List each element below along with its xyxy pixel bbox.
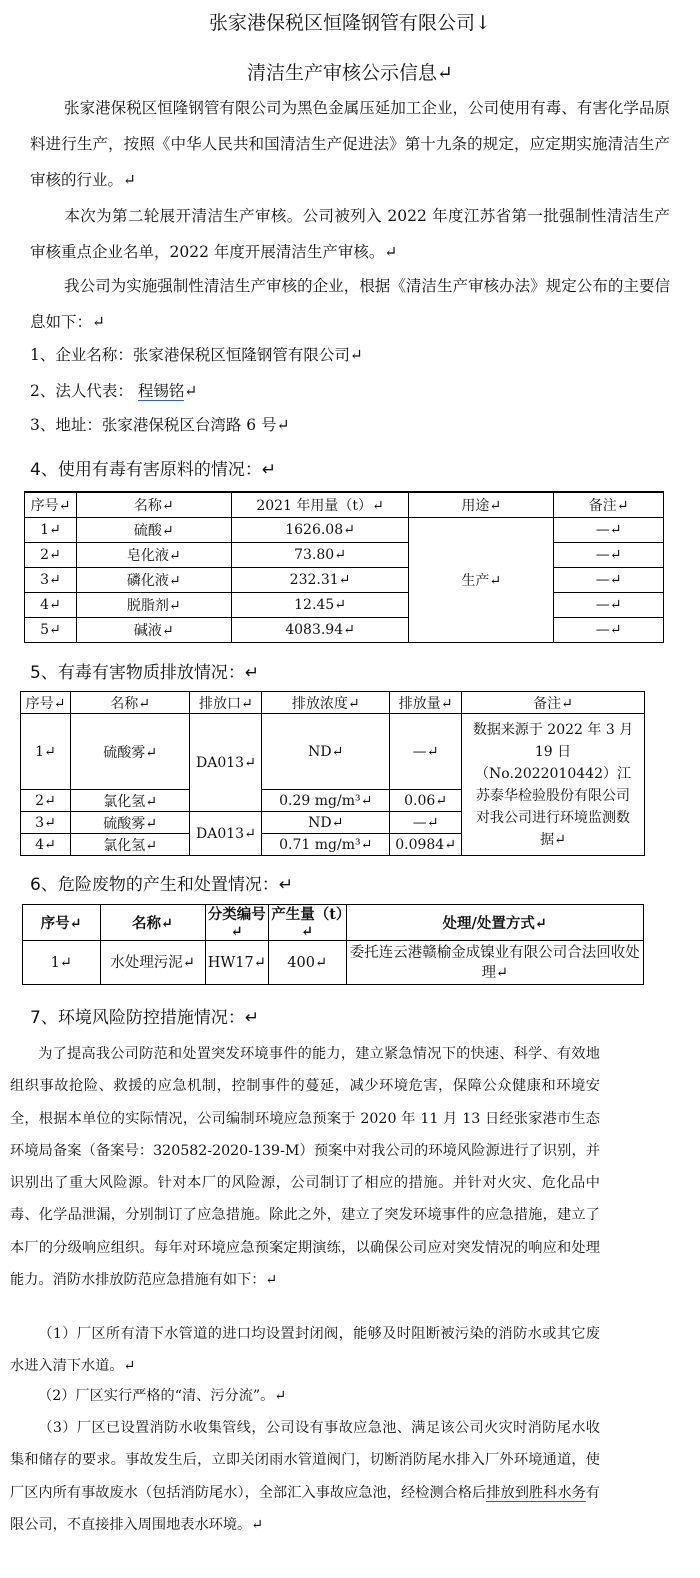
emissions-table (20, 691, 645, 856)
cell-concentration: ND↵ (262, 714, 390, 790)
table-row (21, 714, 645, 790)
legal-representative-line: 2、法人代表： 程锡铭↵ (30, 382, 198, 400)
cell-name: 皂化液↵ (76, 542, 231, 567)
cell-name: 磷化液↵ (76, 567, 231, 592)
cell-note: —↵ (554, 542, 664, 567)
col-header-method: 处理/处置方式↵ (346, 905, 643, 941)
col-header-no: 序号↵ (25, 492, 77, 517)
cell-name: 硫酸↵ (76, 517, 231, 542)
cell-no: 4↵ (25, 592, 77, 617)
cell-amount: 0.06↵ (390, 790, 462, 812)
cell-name: 氯化氢↵ (70, 790, 190, 812)
col-header-no: 序号↵ (21, 692, 71, 714)
cell-amount: —↵ (390, 714, 462, 790)
cell-outlet: DA013↵ (190, 812, 262, 856)
hazardous-waste-table (22, 904, 644, 985)
cell-amount: 1626.08↵ (231, 517, 409, 542)
intro-paragraph-2: 本次为第二轮展开清洁生产审核。公司被列入 2022 年度江苏省第一批强制性清洁生产审核重点企业名单，2022 年度开展清洁生产审核。↵ (30, 207, 670, 261)
cell-amount: 232.31↵ (231, 567, 409, 592)
section4-heading: 4、使用有毒有害原料的情况：↵ (30, 460, 277, 480)
section7-heading: 7、环境风险防控措施情况：↵ (30, 1008, 260, 1028)
company-title: 张家港保税区恒隆钢管有限公司↓ (209, 12, 491, 34)
cell-amount: 12.45↵ (231, 592, 409, 617)
raw-materials-table (24, 491, 664, 643)
cell-amount: 4083.94↵ (231, 617, 409, 642)
col-header-usage: 用途↵ (409, 492, 554, 517)
cell-name: 氯化氢↵ (70, 834, 190, 856)
section7-paragraph-2: （1）厂区所有清下水管道的进口均设置封闭阀，能够及时阻断被污染的消防水或其它废水进入清下水道。↵ (10, 1326, 600, 1375)
section7-paragraph-4: （3）厂区已设置消防水收集管线，公司设有事故应急池、满足该公司火灾时消防尾水收集和储存的要求。事故发生后，立即关闭雨水管道阀门，切断消防尾水排入厂外环境通道，使厂区内所有事故废水（包括消防尾水），全部汇入事故应急池，经检测合格后排放到胜科水务有限公司，不直接排入周围地表水环境。↵ (10, 1420, 600, 1533)
section7-paragraph-1: 为了提高我公司防范和处置突发环境事件的能力，建立紧急情况下的快速、科学、有效地组织事故抢险、救援的应急机制，控制事件的蔓延，减少环境危害，保障公众健康和环境安全，根据本单位的实际情况，公司编制环境应急预案于 2020 年 11 月 13 日经张家港市生态环境局备案（备案号：320582-2020-139-M）预案中对我公司的环境风险源进行了识别，并识别出了重大风险源。针对本厂的风险源，公司制订了相应的措施。并针对火灾、危化品中毒、化学品泄漏，分别制订了应急措施。除此之外，建立了突发环境事件的应急措施，建立了本厂的分级响应组织。每年对环境应急预案定期演练，以确保公司应对突发情况的响应和处理能力。消防水排放防范应急措施有如下：↵ (10, 1046, 600, 1289)
cell-no: 3↵ (25, 567, 77, 592)
cell-amount: 0.0984↵ (390, 834, 462, 856)
cell-concentration: 0.71 mg/m³↵ (262, 834, 390, 856)
document-title: 清洁生产审核公示信息↵ (247, 62, 453, 84)
cell-note: —↵ (554, 617, 664, 642)
cell-outlet: DA013↵ (190, 714, 262, 812)
cell-amount: 73.80↵ (231, 542, 409, 567)
table-row (25, 542, 664, 567)
table-row (23, 941, 644, 985)
section6-heading: 6、危险废物的产生和处置情况：↵ (30, 875, 294, 895)
col-header-amount: 产生量（t）↵ (268, 905, 346, 941)
cell-concentration: 0.29 mg/m³↵ (262, 790, 390, 812)
cell-note: —↵ (554, 517, 664, 542)
cell-no: 3↵ (21, 812, 71, 834)
wastewater-company-link: 排放到胜科水务 (486, 1484, 586, 1501)
cell-no: 4↵ (21, 834, 71, 856)
section7-paragraph-3: （2）厂区实行严格的“清、污分流”。↵ (38, 1388, 287, 1404)
col-header-name: 名称↵ (70, 692, 190, 714)
col-header-note: 备注↵ (554, 492, 664, 517)
cell-no: 1↵ (21, 714, 71, 790)
cell-no: 2↵ (21, 790, 71, 812)
col-header-name: 名称↵ (76, 492, 231, 517)
col-header-concentration: 排放浓度↵ (262, 692, 390, 714)
col-header-note: 备注↵ (462, 692, 645, 714)
cell-note: —↵ (554, 567, 664, 592)
address-line: 3、地址：张家港保税区台湾路 6 号↵ (30, 416, 290, 434)
cell-amount: 400↵ (268, 941, 346, 985)
col-header-code: 分类编号↵ (205, 905, 268, 941)
cell-method: 委托连云港赣榆金成镍业有限公司合法回收处理↵ (346, 941, 643, 985)
cell-code: HW17↵ (205, 941, 268, 985)
col-header-no: 序号↵ (23, 905, 101, 941)
cell-name: 脱脂剂↵ (76, 592, 231, 617)
intro-paragraph-3: 我公司为实施强制性清洁生产审核的企业，根据《清洁生产审核办法》规定公布的主要信息如下：↵ (30, 277, 670, 331)
table-row (25, 617, 664, 642)
col-header-outlet: 排放口↵ (190, 692, 262, 714)
col-header-name: 名称↵ (100, 905, 205, 941)
cell-no: 5↵ (25, 617, 77, 642)
cell-note: —↵ (554, 592, 664, 617)
legal-representative-name: 程锡铭 (137, 382, 185, 400)
intro-paragraph-1: 张家港保税区恒隆钢管有限公司为黑色金属压延加工企业，公司使用有毒、有害化学品原料进行生产，按照《中华人民共和国清洁生产促进法》第十九条的规定，应定期实施清洁生产审核的行业。↵ (30, 99, 670, 189)
col-header-amount: 排放量↵ (390, 692, 462, 714)
cell-note: 数据来源于 2022 年 3 月 19 日（No.2022010442）江苏泰华检验股份有限公司对我公司进行环境监测数据↵ (462, 714, 645, 856)
cell-amount: —↵ (390, 812, 462, 834)
table-row (25, 517, 664, 542)
cell-usage: 生产↵ (409, 517, 554, 642)
cell-no: 2↵ (25, 542, 77, 567)
table-row (25, 567, 664, 592)
cell-name: 碱液↵ (76, 617, 231, 642)
section5-heading: 5、有毒有害物质排放情况：↵ (30, 663, 260, 683)
cell-concentration: ND↵ (262, 812, 390, 834)
cell-name: 硫酸雾↵ (70, 714, 190, 790)
col-header-amount: 2021 年用量（t）↵ (231, 492, 409, 517)
company-name-line: 1、企业名称：张家港保税区恒隆钢管有限公司↵ (30, 346, 363, 364)
table-row (25, 592, 664, 617)
cell-name: 水处理污泥↵ (100, 941, 205, 985)
cell-no: 1↵ (25, 517, 77, 542)
cell-name: 硫酸雾↵ (70, 812, 190, 834)
cell-no: 1↵ (23, 941, 101, 985)
